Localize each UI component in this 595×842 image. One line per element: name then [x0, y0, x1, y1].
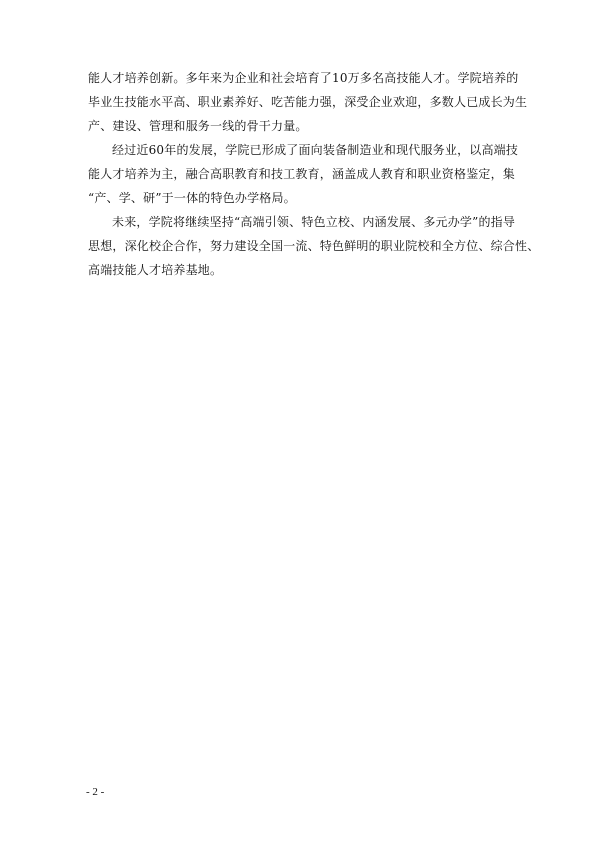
paragraph-line: 经过近60年的发展，学院已形成了面向装备制造业和现代服务业，以高端技 [112, 143, 519, 157]
paragraph-line: 思想，深化校企合作，努力建设全国一流、特色鲜明的职业院校和全方位、综合性、 [88, 239, 540, 253]
paragraph-line: 产、建设、管理和服务一线的骨干力量。 [88, 119, 308, 133]
paragraph-future-plan [88, 210, 540, 282]
paragraph-talent-cultivation [88, 66, 528, 138]
paragraph-line: 能人才培养创新。多年来为企业和社会培育了10万多名高技能人才。学院培养的 [88, 71, 519, 85]
document-body [88, 66, 540, 282]
paragraph-line: 毕业生技能水平高、职业素养好、吃苦能力强，深受企业欢迎，多数人已成长为生 [88, 95, 528, 109]
paragraph-line: “产、学、研”于一体的特色办学格局。 [88, 191, 296, 205]
paragraph-development-history [88, 138, 519, 210]
paragraph-line: 高端技能人才培养基地。 [88, 263, 223, 277]
paragraph-line: 未来，学院将继续坚持“高端引领、特色立校、内涵发展、多元办学”的指导 [112, 215, 516, 229]
paragraph-line: 能人才培养为主，融合高职教育和技工教育，涵盖成人教育和职业资格鉴定，集 [88, 167, 516, 181]
page-number: - 2 - [86, 786, 105, 798]
